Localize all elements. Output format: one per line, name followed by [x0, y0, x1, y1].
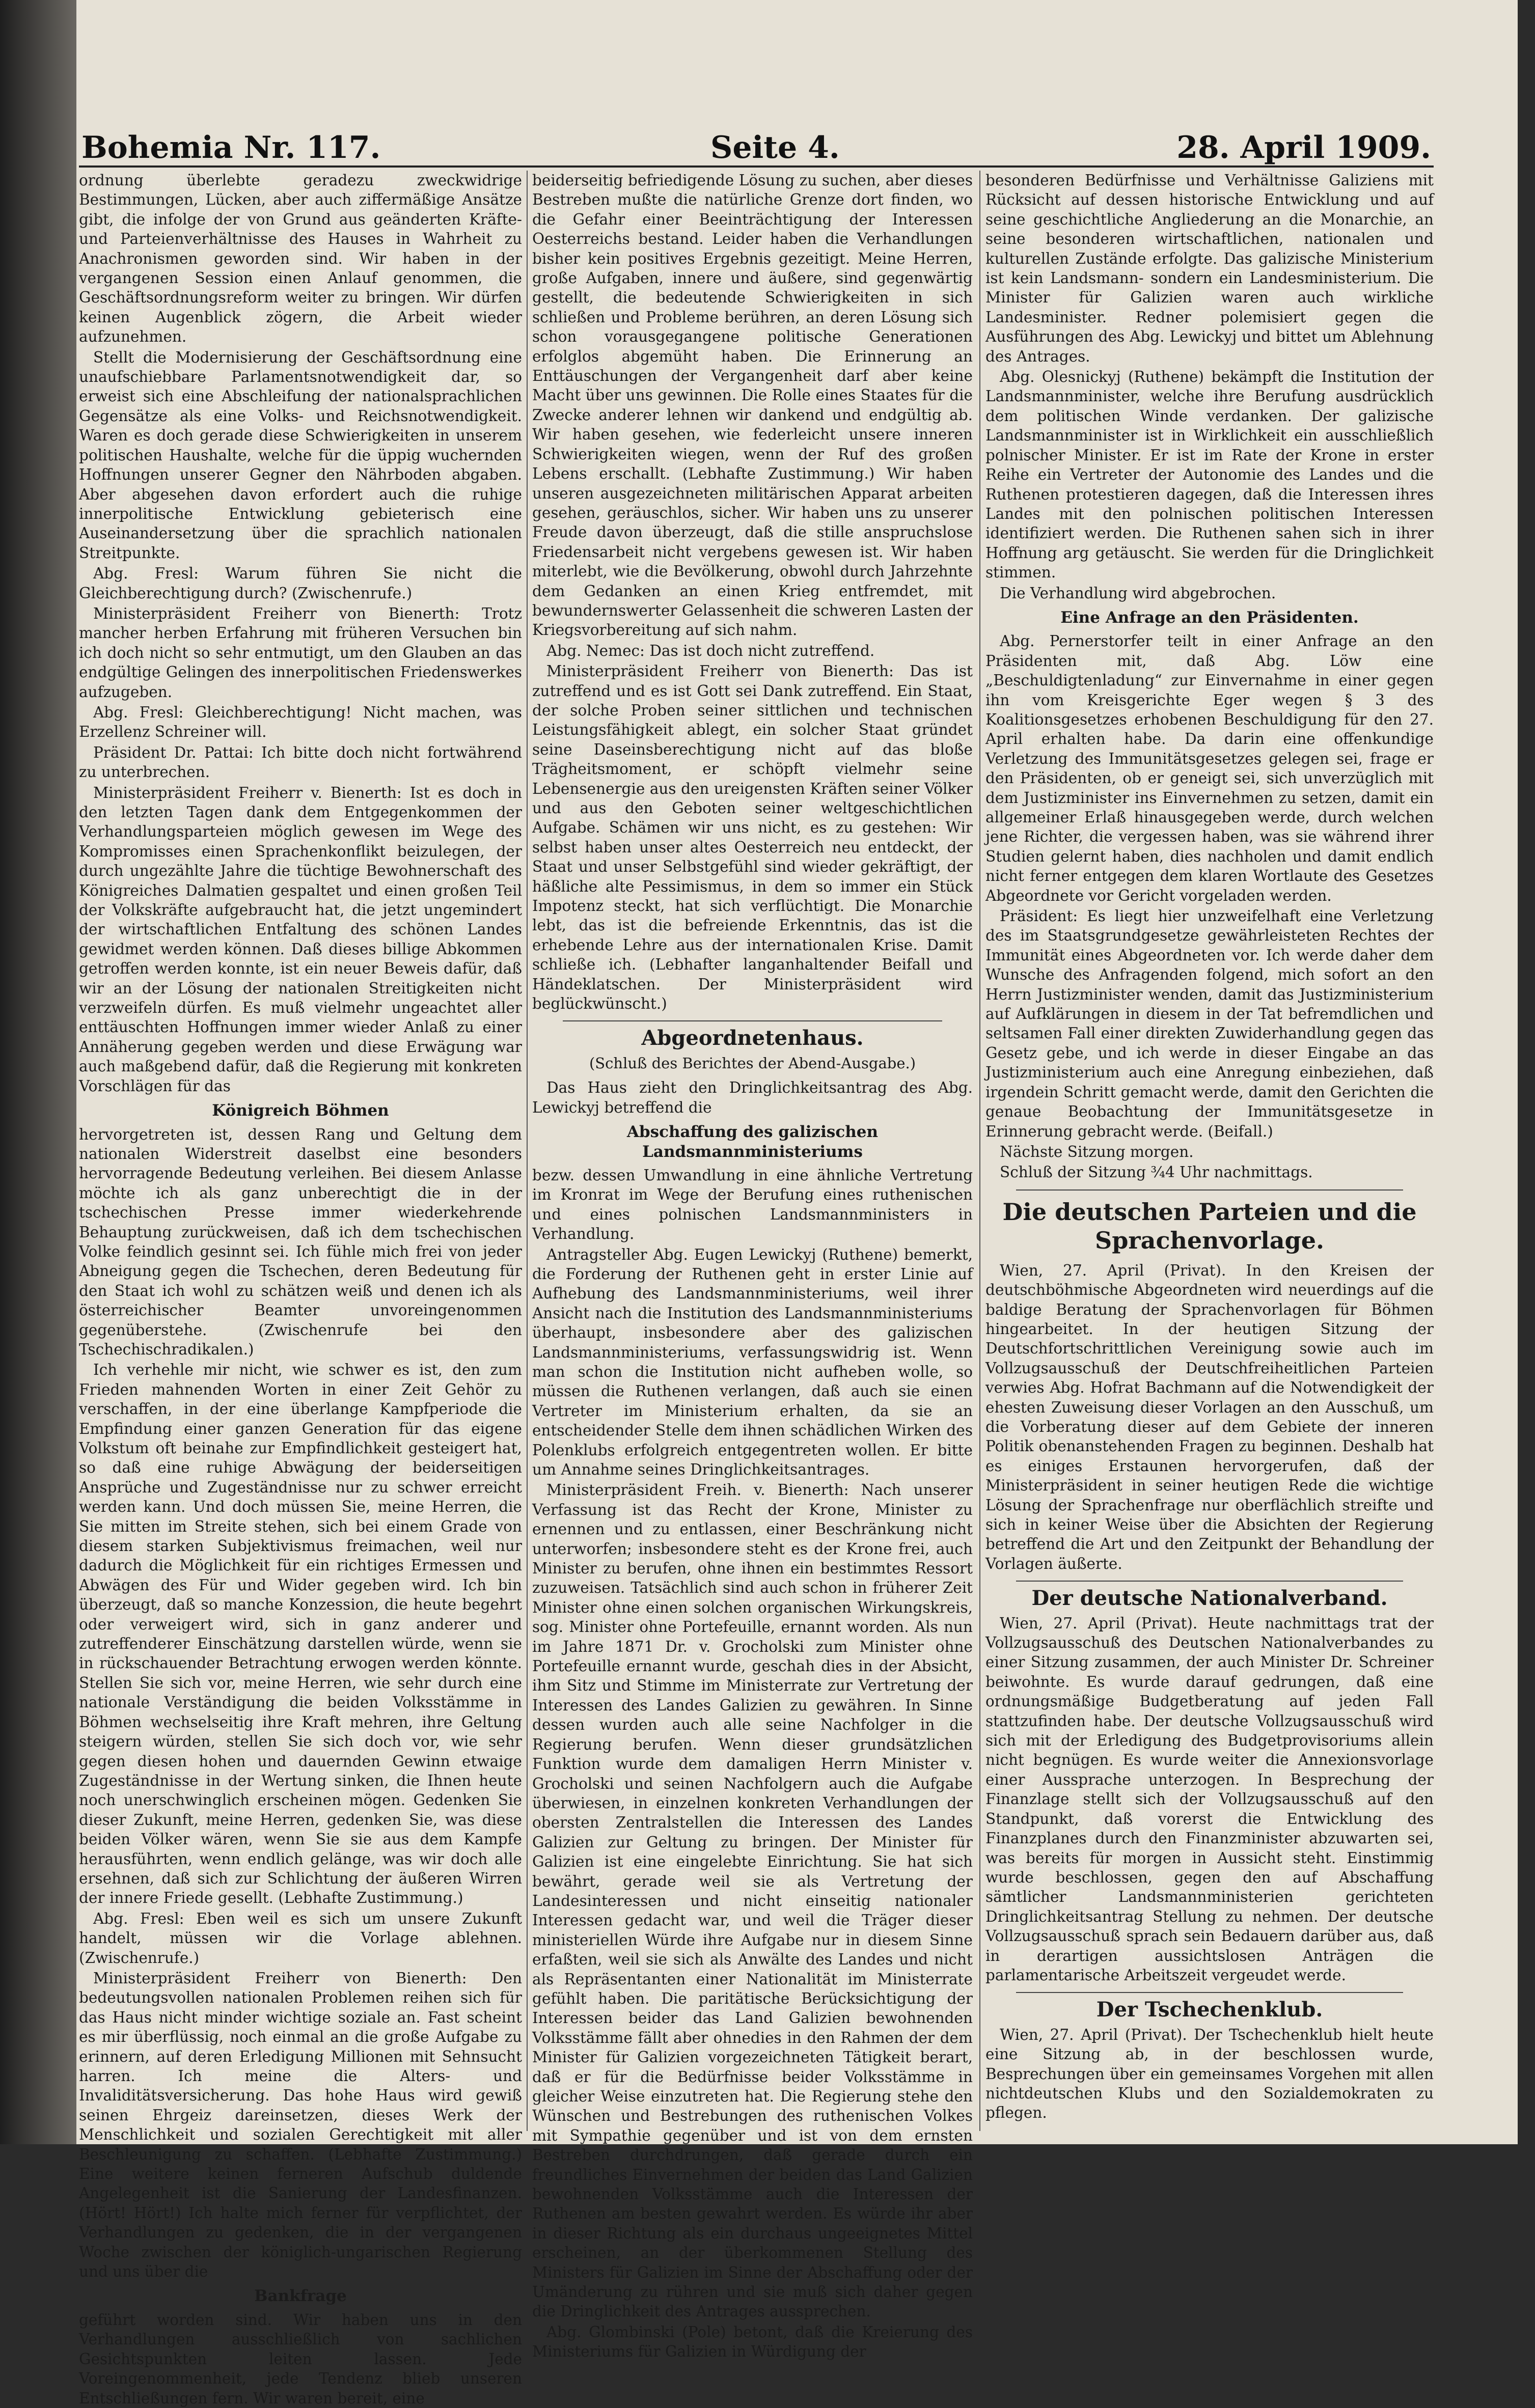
column-2	[532, 171, 973, 2361]
paragraph: geführt worden sind. Wir haben uns in den Verhandlungen ausschließlich von sachlichen Gesichtspunkten leiten lassen. Jede Voreingenommenheit, jede Tendenz blieb unseren Entschließungen fern. Wir waren bereit, eine	[79, 2311, 522, 2407]
paragraph: Stellt die Modernisierung der Geschäftsordnung eine unaufschiebbare Parlamentsnotwendigkeit dar, so erweist sich eine Abschleifung der nationalsprachlichen Gegensätze als eine Volks- und Reichsnotwendigkeit. Waren es doch gerade diese Schwierigkeiten in unserem politischen Haushalte, welche für die üppig wuchernden Hoffnungen unserer Gegner den Nährboden abgaben. Aber abgesehen davon erfordert auch die ruhige innerpolitische Entwicklung gebieterisch eine Auseinandersetzung über die sprachlich nationalen Streitpunkte.	[79, 348, 522, 562]
separator-rule	[1016, 1581, 1403, 1582]
paragraph: Ministerpräsident Freiherr von Bienerth: Trotz mancher herben Erfahrung mit früheren Versuchen bin ich doch nicht so sehr entmutigt, um den Glauben an das endgültige Gelingen des innerpolitischen Friedenswerkes aufzugeben.	[79, 604, 522, 701]
issue-date: 28. April 1909.	[1176, 130, 1431, 165]
paragraph: Die Verhandlung wird abgebrochen.	[1000, 584, 1276, 602]
separator-rule	[563, 1020, 942, 1021]
column-divider	[979, 171, 980, 2131]
section-heading: Königreich Böhmen	[212, 1101, 389, 1120]
paragraph: Wien, 27. April (Privat). Der Tschechenklub hielt heute eine Sitzung ab, in der beschlossen wurde, Besprechungen über ein gemeinsames Vorgehen mit allen nichtdeutschen Klubs und den Sozialdemokraten zu pflegen.	[985, 2026, 1434, 2122]
paragraph: hervorgetreten ist, dessen Rang und Geltung dem nationalen Widerstreit daselbst eine besonders hervorragende Bedeutung verleihen. Bei diesem Anlasse möchte ich als ganz unberechtigt die in der tschechischen Presse immer wiederkehrende Behauptung zurückweisen, daß ich dem tschechischen Volke feindlich gesinnt sei. Ich fühle mich frei von jeder Abneigung gegen die Tschechen, deren Bedeutung für den Staat ich wohl zu schätzen weiß und denen ich als österreichischer Beamter unvoreingenommen gegenüberstehe. (Zwischenrufe bei den Tschechischradikalen.)	[79, 1125, 522, 1358]
paragraph: Ich verhehle mir nicht, wie schwer es ist, den zum Frieden mahnenden Worten in einer Zeit Gehör zu verschaffen, in der eine überlange Kampfperiode die Empfindung einer ganzen Generation für das eigene Volkstum oft beinahe zur Empfindlichkeit gesteigert hat, so daß eine ruhige Abwägung der beiderseitigen Ansprüche und Zugeständnisse nur zu schwer erreicht werden kann. Und doch müssen Sie, meine Herren, die Sie mitten im Streite stehen, sich bei einem Grade von diesem starken Subjektivismus freimachen, weil nur dadurch die Möglichkeit für ein richtiges Ermessen und Abwägen des Für und Wider gegeben wird. Ich bin überzeugt, daß so manche Konzession, die heute begehrt oder verweigert wird, sich in ganz anderer und zutreffenderer Einschätzung darstellen würde, wenn sie in rückschauender Betrachtung erwogen werden könnte. Stellen Sie sich vor, meine Herren, wie sehr durch eine nationale Verständigung die beiden Volksstämme in Böhmen wechselseitig ihre Kraft mehren, ihre Geltung steigern würden, stellen Sie sich doch vor, wie sehr gegen diesen hohen und dauernden Gewinn etwaige Zugeständnisse in der Wertung sinken, die Ihnen heute noch unerschwinglich erscheinen mögen. Gedenken Sie dieser Zukunft, meine Herren, gedenken Sie, was diese beiden Völker wären, wenn Sie sie aus dem Kampfe herausführten, wenn endlich gelänge, was wir doch alle ersehnen, daß sich zur Schlichtung der äußeren Wirren der innere Friede gesellt. (Lebhafte Zustimmung.)	[79, 1361, 522, 1907]
paragraph: Schluß der Sitzung ¾4 Uhr nachmittags.	[1000, 1164, 1313, 1181]
section-heading: Eine Anfrage an den Präsidenten.	[1060, 608, 1359, 627]
page-number: Seite 4.	[710, 130, 840, 165]
paragraph: Antragsteller Abg. Eugen Lewickyj (Ruthene) bemerkt, die Forderung der Ruthenen geht in erster Linie auf Aufhebung des Landsmannministeriums, weil ihrer Ansicht nach die Institution des Landsmannministeriums überhaupt, insbesondere aber des galizischen Landsmannministeriums, verfassungswidrig ist. Wenn man schon die Institution nicht aufheben wolle, so müssen die Ruthenen verlangen, daß auch sie einen Vertreter im Ministerium erhalten, da sie an entscheidender Stelle dem ihnen schädlichen Wirken des Polenklubs erfolgreich entgegentreten wollen. Er bitte um Annahme seines Dringlichkeitsantrages.	[532, 1245, 973, 1478]
article-subtitle: (Schluß des Berichtes der Abend-Ausgabe.)	[589, 1054, 916, 1072]
paragraph: Abg. Fresl: Eben weil es sich um unsere Zukunft handelt, müssen wir die Vorlage ablehnen. (Zwischenrufe.)	[79, 1909, 522, 1967]
header-rule	[79, 165, 1434, 168]
paragraph: besonderen Bedürfnisse und Verhältnisse Galiziens mit Rücksicht auf dessen historische Entwicklung und auf seine geschichtliche Angliederung an die Monarchie, an seine besonderen wirtschaftlichen, nationalen und kulturellen Zustände erfolgte. Das galizische Ministerium ist kein Landsmann- sondern ein Landesministerium. Die Minister für Galizien waren auch wirkliche Landesminister. Redner polemisiert gegen die Ausführungen des Abg. Lewickyj und bittet um Ablehnung des Antrages.	[985, 172, 1434, 365]
paragraph: Ministerpräsident Freiherr von Bienerth: Das ist zutreffend und es ist Gott sei Dank zutreffend. Ein Staat, der solche Proben seiner sittlichen und technischen Leistungsfähigkeit ablegt, ein solcher Staat gründet seine Daseinsberechtigung nicht auf das bloße Trägheitsmoment, er schöpft vielmehr seine Lebensenergie aus den ureigensten Kräften seiner Völker und aus den Geboten seiner weltgeschichtlichen Aufgabe. Schämen wir uns nicht, es zu gestehen: Wir selbst haben unser altes Oesterreich neu entdeckt, der Staat und unser Selbstgefühl sind wieder gekräftigt, der häßliche alte Pessimismus, in dem so immer ein Stück Impotenz steckt, hat sich verflüchtigt. Die Monarchie lebt, das ist die befreiende Erkenntnis, das ist die erhebende Lehre aus der internationalen Krise. Damit schließe ich. (Lebhafter langanhaltender Beifall und Händeklatschen. Der Ministerpräsident wird beglückwünscht.)	[532, 662, 973, 1013]
paragraph: Abg. Nemec: Das ist doch nicht zutreffend.	[546, 642, 875, 659]
paragraph: beiderseitig befriedigende Lösung zu suchen, aber dieses Bestreben mußte die natürliche Grenze dort finden, wo die Gefahr einer Beeinträchtigung der Interessen Oesterreichs bestand. Leider haben die Verhandlungen bisher kein positives Ergebnis gezeitigt. Meine Herren, große Aufgaben, innere und äußere, sind gegenwärtig gestellt, die bedeutende Schwierigkeiten in sich schließen und Probleme berühren, an deren Lösung sich schon vorausgegangene politische Generationen erfolglos abgemüht haben. Die Erinnerung an Enttäuschungen der Vergangenheit darf aber keine Macht über uns gewinnen. Die Rolle eines Staates für die Zwecke anderer lehnen wir dankend und endgültig ab. Wir haben gesehen, wie federleicht unsere inneren Schwierigkeiten wiegen, wenn der Ruf des großen Lebens erschallt. (Lebhafte Zustimmung.) Wir haben unseren ausgezeichneten militärischen Apparat arbeiten gesehen, geräuschlos, sicher. Wir haben uns zu unserer Freude davon überzeugt, daß die stille anspruchslose Friedensarbeit nicht vergebens gewesen ist. Wir haben miterlebt, wie die Bevölkerung, obwohl durch Jahrzehnte dem Gedanken an einen Krieg entfremdet, mit bewundernswerter Gelassenheit die schweren Lasten der Kriegsvorbereitung auf sich nahm.	[532, 172, 973, 639]
newspaper-title: Bohemia Nr. 117.	[81, 130, 381, 165]
section-heading: Bankfrage	[254, 2287, 347, 2306]
separator-rule	[1016, 1189, 1403, 1191]
column-3	[985, 171, 1434, 2136]
paragraph: ordnung überlebte geradezu zweckwidrige Bestimmungen, Lücken, aber auch ziffermäßige Ansätze gibt, die infolge der von Grund aus geänderten Kräfte- und Parteienverhältnisse des Hauses in Wahrheit zu Anachronismen geworden sind. Wir haben in der vergangenen Session einen Anlauf genommen, die Geschäftsordnungsreform weiter zu bringen. Wir dürfen keinen Augenblick zögern, die Arbeit wieder aufzunehmen.	[79, 172, 522, 346]
separator-rule	[1016, 1992, 1403, 1993]
page-gutter	[0, 0, 76, 2144]
article-headline: Die deutschen Parteien und die Sprachenvorlage.	[1002, 1198, 1417, 1254]
paragraph: Nächste Sitzung morgen.	[1000, 1143, 1194, 1160]
paragraph: Abg. Fresl: Gleichberechtigung! Nicht machen, was Erzellenz Schreiner will.	[79, 703, 522, 741]
column-1	[79, 171, 522, 2407]
paragraph: Abg. Pernerstorfer teilt in einer Anfrage an den Präsidenten mit, daß Abg. Löw eine „Beschuldigtenladung“ zur Einvernahme in einer gegen ihn vom Kreisgerichte Eger wegen § 3 des Koalitionsgesetzes erhobenen Beschuldigung für den 27. April erhalten habe. Da darin eine offenkundige Verletzung des Immunitätsgesetzes gelegen sei, frage er den Präsidenten, ob er geneigt sei, sich unverzüglich mit dem Justizminister ins Einvernehmen zu setzen, damit ein allgemeiner Erlaß hinausgegeben werde, durch welchen jene Richter, die vergessen haben, was sie während ihrer Studien gelernt haben, dies nachholen und damit endlich nicht ferner entgegen dem klaren Wortlaute des Gesetzes Abgeordnete vor Gericht vorgeladen werden.	[985, 632, 1434, 904]
paragraph: Ministerpräsident Freiherr von Bienerth: Den bedeutungsvollen nationalen Problemen reihen sich für das Haus nicht minder wichtige soziale an. Fast scheint es mir überflüssig, noch einmal an die große Aufgabe zu erinnern, auf deren Erledigung Millionen mit Sehnsucht harren. Ich meine die Alters- und Invaliditätsversicherung. Das hohe Haus wird gewiß seinen Ehrgeiz dareinsetzen, dieses Werk der Menschlichkeit und sozialen Gerechtigkeit mit aller Beschleunigung zu schaffen. (Lebhafte Zustimmung.) Eine weitere keinen ferneren Aufschub duldende Angelegenheit ist die Sanierung der Landesfinanzen. (Hört! Hört!) Ich halte mich ferner für verpflichtet, der Verhandlungen zu gedenken, die in der vergangenen Woche zwischen der königlich-ungarischen Regierung und uns über die	[79, 1969, 522, 2281]
column-divider	[527, 171, 528, 2131]
article-headline: Der Tschechenklub.	[1096, 1998, 1323, 2022]
paragraph: Das Haus zieht den Dringlichkeitsantrag des Abg. Lewickyj betreffend die	[532, 1079, 973, 1116]
paragraph: Abg. Glombinski (Pole) betont, daß die Kreierung des Ministeriums für Galizien in Würdigung der	[532, 2323, 973, 2361]
article-headline: Abgeordnetenhaus.	[641, 1026, 864, 1050]
page-header	[81, 130, 1431, 168]
section-heading: Abschaffung des galizischen Landsmannministeriums	[626, 1123, 879, 1161]
paragraph: Abg. Fresl: Warum führen Sie nicht die Gleichberechtigung durch? (Zwischenrufe.)	[79, 565, 522, 602]
paragraph: Ministerpräsident Freih. v. Bienerth: Nach unserer Verfassung ist das Recht der Krone, Minister zu ernennen und zu entlassen, einer Beschränkung nicht unterworfen; insbesondere steht es der Krone frei, auch Minister zu berufen, ohne ihnen ein bestimmtes Ressort zuzuweisen. Tatsächlich sind auch schon in früherer Zeit Minister ohne einen solchen organischen Wirkungskreis, sog. Minister ohne Portefeuille, ernannt worden. Als nun im Jahre 1871 Dr. v. Grocholski zum Minister ohne Portefeuille ernannt wurde, geschah dies in der Absicht, ihm Sitz und Stimme im Ministerrate zur Vertretung der Interessen des Landes Galizien zu gewähren. In Sinne dessen wurden auch alle seine Nachfolger in die Regierung berufen. Wenn dieser grundsätzlichen Funktion wurde dem damaligen Herrn Minister v. Grocholski und seinen Nachfolgern auch die Aufgabe überwiesen, in einzelnen konkreten Verhandlungen der obersten Zentralstellen die Interessen des Landes Galizien zur Geltung zu bringen. Der Minister für Galizien ist eine eingelebte Einrichtung. Sie hat sich bewährt, gerade weil sie als Vertretung der Landesinteressen und nicht einseitig nationaler Interessen gedacht war, und weil die Träger dieser ministeriellen Würde ihre Aufgabe nur in diesem Sinne erfaßten, weil sie sich als Anwälte des Landes und nicht als Repräsentanten einer Nationalität im Ministerrate gefühlt haben. Die paritätische Berücksichtigung der Interessen beider das Land Galizien bewohnenden Volksstämme fällt aber ohnedies in den Rahmen der dem Minister für Galizien vorgezeichneten Tätigkeit berart, daß er für die Bedürfnisse beider Volksstämme in gleicher Weise einzutreten hat. Die Regierung stehe den Wünschen und Bestrebungen des ruthenischen Volkes mit Sympathie gegenüber und ist von dem ernsten Bestreben durchdrungen, daß gerade durch ein freundliches Einvernehmen der beiden das Land Galizien bewohnenden Volksstämme auch die Interessen der Ruthenen am besten gewahrt werden. Es würde ihr aber in dieser Richtung als ein durchaus ungeeignetes Mittel erscheinen, an der überkommenen Stellung des Ministers für Galizien im Sinne der Abschaffung oder der Umänderung zu rühren und sie muß sich daher gegen die Dringlichkeit des Antrages aussprechen.	[532, 1481, 973, 2320]
paragraph: Präsident Dr. Pattai: Ich bitte doch nicht fortwährend zu unterbrechen.	[79, 743, 522, 781]
paragraph: Präsident: Es liegt hier unzweifelhaft eine Verletzung des im Staatsgrundgesetze gewährleisteten Rechtes der Immunität eines Abgeordneten vor. Ich werde daher dem Wunsche des Anfragenden folgend, mich sofort an den Herrn Justizminister wenden, damit das Justizministerium auf Aufklärungen in diesem in der Tat befremdlichen und seltsamen Fall einer direkten Zuwiderhandlung gegen das Gesetz gebe, und ich werde in dieser Eingabe an das Justizministerium auch eine Anregung einbeziehen, daß irgendein Schritt gemacht werde, damit den Gerichten die genaue Beobachtung der Immunitätsgesetze in Erinnerung gebracht werde. (Beifall.)	[985, 907, 1434, 1140]
paragraph: Abg. Olesnickyj (Ruthene) bekämpft die Institution der Landsmannminister, welche ihre Berufung ausdrücklich dem politischen Winde verdanken. Der galizische Landsmannminister ist in Wirklichkeit ein ausschließlich polnischer Minister. Er ist im Rate der Krone in erster Reihe ein Vertreter der Autonomie des Landes und die Ruthenen protestieren dagegen, daß die Interessen ihres Landes mit den polnischen politischen Interessen identifiziert werden. Die Ruthenen sahen sich in ihrer Hoffnung arg getäuscht. Sie werden für die Dringlichkeit stimmen.	[985, 368, 1434, 582]
article-headline: Der deutsche Nationalverband.	[1031, 1586, 1388, 1611]
paragraph: Ministerpräsident Freiherr v. Bienerth: Ist es doch in den letzten Tagen dank dem Entgegenkommen der Verhandlungsparteien möglich gewesen im Wege des Kompromisses einen Sprachenkonflikt beizulegen, der durch ungezählte Jahre die tüchtige Bewohnerschaft des Königreiches Dalmatien gespaltet und einen großen Teil der Volkskräfte aufgebraucht hat, die jetzt ungemindert der wirtschaftlichen Entfaltung des schönen Landes gewidmet werden können. Daß dieses billige Abkommen getroffen werden konnte, ist ein neuer Beweis dafür, daß wir an der Lösung der nationalen Streitigkeiten nicht verzweifeln dürfen. Es muß vielmehr ungeachtet aller enttäuschten Hoffnungen immer wieder Anlaß zu einer Annäherung gegeben werden und diese Erwägung war auch maßgebend dafür, daß die Regierung mit konkreten Vorschlägen für das	[79, 784, 522, 1095]
paragraph: Wien, 27. April (Privat). Heute nachmittags trat der Vollzugsausschuß des Deutschen Nationalverbandes zu einer Sitzung zusammen, der auch Minister Dr. Schreiner beiwohnte. Es wurde darauf gedrungen, daß eine ordnungsmäßige Budgetberatung auf jeden Fall stattzufinden habe. Der deutsche Vollzugsausschuß wird sich mit der Erledigung des Budgetprovisoriums allein nicht begnügen. Es wurde weiter die Annexionsvorlage einer Aussprache unterzogen. In Besprechung der Finanzlage stellt sich der Vollzugsausschuß auf den Standpunkt, daß vorerst die Entwicklung des Finanzplanes durch den Finanzminister abzuwarten sei, was bereits für morgen in Aussicht steht. Einstimmig wurde beschlossen, gegen den auf Abschaffung sämtlicher Landsmannministerien gerichteten Dringlichkeitsantrag Stellung zu nehmen. Der deutsche Vollzugsausschuß sprach sein Bedauern darüber aus, daß in derartigen aussichtslosen Anträgen die parlamentarische Arbeitszeit vergeudet werde.	[985, 1614, 1434, 1984]
paragraph: Wien, 27. April (Privat). In den Kreisen der deutschböhmische Abgeordneten wird neuerdings auf die baldige Beratung der Sprachenvorlagen für Böhmen hingearbeitet. In der heutigen Sitzung der Deutschfortschrittlichen Vereinigung sowie auch im Vollzugsausschuß der Deutschfreiheitlichen Parteien verwies Abg. Hofrat Bachmann auf die Notwendigkeit der ehesten Zuweisung dieser Vorlagen an den Ausschuß, um die Vorberatung dieser auf dem Gebiete der inneren Politik obenanstehenden Fragen zu beginnen. Deshalb hat es einiges Erstaunen hervorgerufen, daß der Ministerpräsident in seiner heutigen Rede die wichtige Lösung der Sprachenfrage nur oberflächlich streifte und sich in keiner Weise über die Absichten der Regierung betreffend die Art und den Zeitpunkt der Behandlung der Vorlagen äußerte.	[985, 1261, 1434, 1572]
paragraph: bezw. dessen Umwandlung in eine ähnliche Vertretung im Kronrat im Wege der Berufung eines ruthenischen und eines polnischen Landsmannministers in Verhandlung.	[532, 1166, 973, 1243]
